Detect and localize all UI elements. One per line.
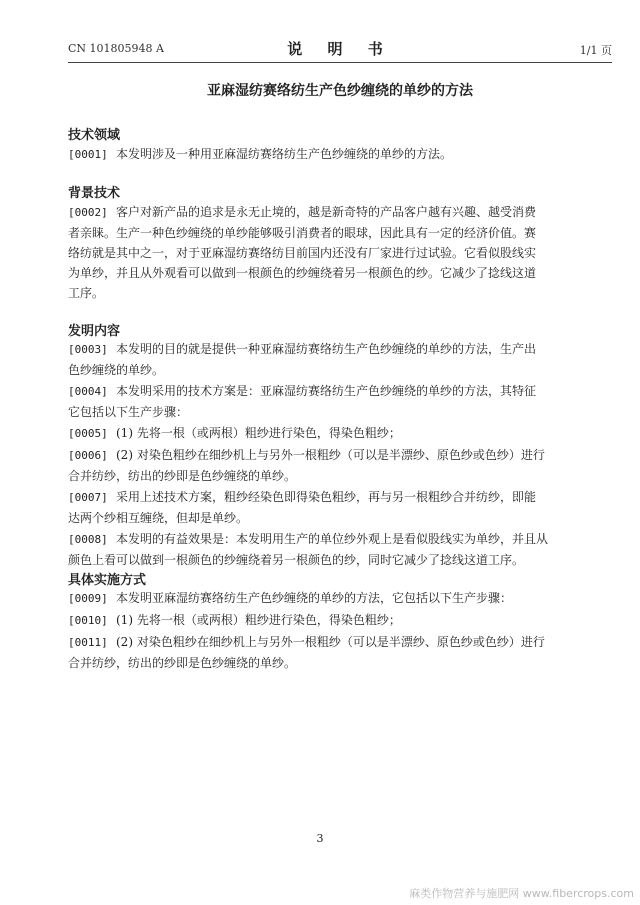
page-count: 1/1 页 <box>579 44 612 57</box>
paragraph-text: 本发明涉及一种用亚麻湿纺赛络纺生产色纱缠绕的单纱的方法。 <box>116 147 453 161</box>
paragraph <box>68 202 612 303</box>
paragraph-number: [0003] <box>68 343 108 356</box>
paragraph-line: 合并纺纱，纺出的纱即是色纱缠绕的单纱。 <box>68 656 297 670</box>
paragraph-text: 本发明的目的就是提供一种亚麻湿纺赛络纺生产色纱缠绕的单纱的方法，生产出 <box>116 342 537 356</box>
paragraph-text: (1) 先将一根（或两根）粗纱进行染色，得染色粗纱； <box>116 613 401 627</box>
paragraph-first-line <box>68 487 612 508</box>
paragraph-line: 工序。 <box>68 286 105 300</box>
paragraph-text: 本发明采用的技术方案是：亚麻湿纺赛络纺生产色纱缠绕的单纱的方法，其特征 <box>116 384 537 398</box>
section-heading-content: 发明内容 <box>68 324 121 339</box>
paragraph-first-line <box>68 445 612 466</box>
paragraph-number: [0008] <box>68 533 108 546</box>
document-title: 亚麻湿纺赛络纺生产色纱缠绕的单纱的方法 <box>207 83 473 99</box>
paragraph-number: [0006] <box>68 449 108 462</box>
page-header <box>68 38 612 60</box>
paragraph-number: [0004] <box>68 385 108 398</box>
paragraph-text: (1) 先将一根（或两根）粗纱进行染色，得染色粗纱； <box>116 426 401 440</box>
paragraph-number: [0010] <box>68 614 108 627</box>
paragraph-text: (2) 对染色粗纱在细纱机上与另外一根粗纱（可以是半漂纱、原色纱或色纱）进行 <box>116 448 545 462</box>
paragraph-text: 本发明的有益效果是：本发明用生产的单位纱外观上是看似股线实为单纱，并且从 <box>116 532 549 546</box>
paragraph-first-line <box>68 423 612 444</box>
paragraph-line: 颜色上看可以做到一根颜色的纱缠绕着另一根颜色的纱，同时它减少了捻线这道工序。 <box>68 553 525 567</box>
paragraph <box>68 445 612 486</box>
paragraph <box>68 529 612 570</box>
paragraph-line: 者亲睐。生产一种色纱缠绕的单纱能够吸引消费者的眼球，因此具有一定的经济价值。赛 <box>68 226 537 240</box>
paragraph-number: [0005] <box>68 427 108 440</box>
paragraph-first-line <box>68 381 612 402</box>
paragraph-first-line <box>68 339 612 360</box>
paragraph-line: 色纱缠绕的单纱。 <box>68 363 165 377</box>
paragraph <box>68 610 612 631</box>
paragraph-number: [0001] <box>68 148 108 161</box>
paragraph <box>68 487 612 528</box>
paragraph-number: [0007] <box>68 491 108 504</box>
paragraph-first-line <box>68 610 612 631</box>
paragraph-number: [0002] <box>68 206 108 219</box>
watermark: 麻类作物营养与施肥网 www.fibercrops.com <box>409 887 634 900</box>
section-heading-embodiment: 具体实施方式 <box>68 573 147 588</box>
paragraph-first-line <box>68 202 612 223</box>
paragraph-text: 客户对新产品的追求是永无止境的，越是新奇特的产品客户越有兴趣、越受消费 <box>116 205 537 219</box>
patent-number: CN 101805948 A <box>68 42 164 55</box>
paragraph <box>68 632 612 673</box>
paragraph <box>68 381 612 422</box>
paragraph-first-line <box>68 632 612 653</box>
section-heading-background: 背景技术 <box>68 186 121 201</box>
paragraph-first-line <box>68 529 612 550</box>
paragraph <box>68 144 612 165</box>
paragraph-first-line <box>68 588 612 609</box>
paragraph <box>68 588 612 609</box>
paragraph-number: [0011] <box>68 636 108 649</box>
paragraph-line: 为单纱，并且从外观看可以做到一根颜色的纱缠绕着另一根颜色的纱。它减少了捻线这道 <box>68 266 537 280</box>
paragraph-number: [0009] <box>68 592 108 605</box>
paragraph-text: 本发明亚麻湿纺赛络纺生产色纱缠绕的单纱的方法，它包括以下生产步骤： <box>116 591 513 605</box>
paragraph-text: 采用上述技术方案，粗纱经染色即得染色粗纱，再与另一根粗纱合并纺纱，即能 <box>116 490 537 504</box>
header-rule <box>68 62 612 63</box>
page-number: 3 <box>316 832 324 845</box>
paragraph-first-line <box>68 144 612 165</box>
paragraph <box>68 423 612 444</box>
section-heading-field: 技术领域 <box>68 128 121 143</box>
paragraph-line: 络纺就是其中之一，对于亚麻湿纺赛络纺目前国内还没有厂家进行过试验。它看似股线实 <box>68 246 537 260</box>
paragraph <box>68 339 612 380</box>
paragraph-line: 达两个纱相互缠绕，但却是单纱。 <box>68 511 249 525</box>
document-type: 说 明 书 <box>287 40 393 58</box>
paragraph-text: (2) 对染色粗纱在细纱机上与另外一根粗纱（可以是半漂纱、原色纱或色纱）进行 <box>116 635 545 649</box>
paragraph-line: 合并纺纱，纺出的纱即是色纱缠绕的单纱。 <box>68 469 297 483</box>
paragraph-line: 它包括以下生产步骤： <box>68 405 189 419</box>
